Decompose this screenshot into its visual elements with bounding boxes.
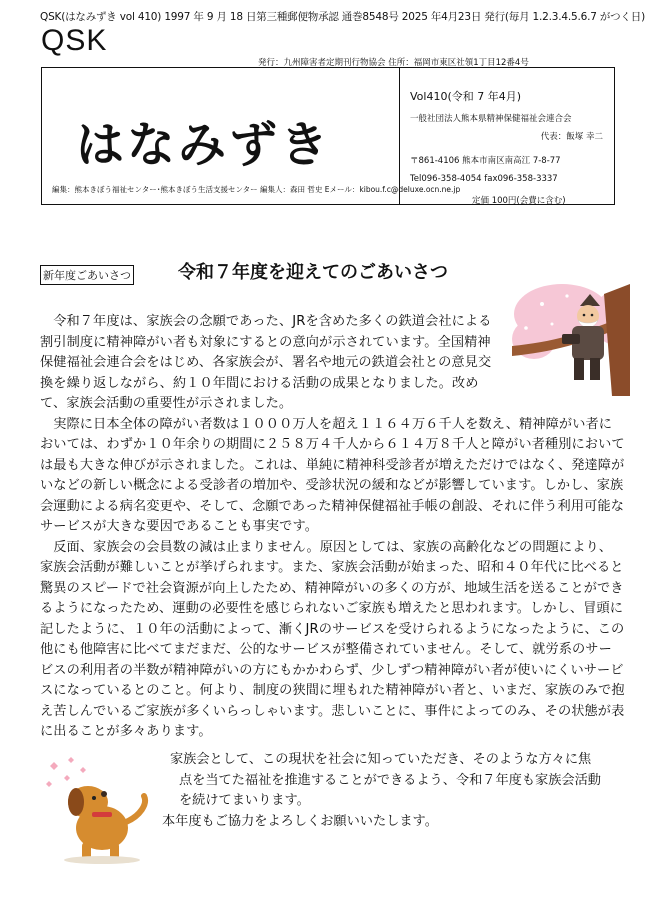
qsk-logo: QSK [41, 24, 108, 57]
closing-line-2: 点を当てた福祉を推進することができるよう、令和７年度も家族会活動 [179, 772, 601, 788]
price: 定価 100円(会費に含む) [472, 196, 566, 206]
closing-line-1: 家族会として、この現状を社会に知っていただき、そのような方々に焦 [170, 752, 592, 767]
editor-line: 編集：熊本きぼう福祉センター･熊本きぼう生活支援センター 編集人：森田 哲史 Eメール：kibou.f.c@deluxe.ocn.ne.jp [52, 185, 461, 194]
closing-line-3: を続けてまいります。 [179, 793, 310, 808]
phone-fax: Tel096-358-4054 fax096-358-3337 [410, 174, 558, 184]
address: 〒861-4106 熊本市南区南高江 7-8-77 [410, 156, 561, 166]
organization-name: 一般社団法人熊本県精神保健福祉会連合会 [410, 114, 572, 124]
volume-label: Vol410(令和 7 年4月) [410, 90, 522, 103]
closing-line-4: 本年度もご協力をよろしくお願いいたします。 [162, 813, 438, 829]
illustration-spacer [503, 312, 625, 392]
article-headline: 令和７年度を迎えてのごあいさつ [178, 262, 448, 283]
masthead [41, 67, 615, 205]
representative: 代表：飯塚 幸二 [540, 132, 603, 142]
issue-info-line: QSK(はなみずき vol 410) 1997 年 9 月 18 日第三種郵便物承認 通巻8548号 2025 年4月23日 発行(毎月 1.2.3.4.5.6.7 がつく日) [40, 11, 645, 23]
article-paragraph-3: 反面、家族会の会員数の減は止まりません。原因としては、家族の高齢化などの問題により、家族会活動が難しいことが挙げられます。また、家族会活動が始まった、昭和４０年代に比べると驚異のスピードで社会資源が向上したため、精神障がいの多くの方が、地域生活を送ることができるようになったため、運動の必要性を感じられないご家族も増えたと思われます。しかし、冒頭に記したように、１０年の活動によって、漸くJRのサービスを受けられるようになったように、この他にも他障害に比べてまだまだ、公的なサービスが整備されていません。そして、就労系のサービスの利用者の半数が精神障がいの方にもかかわらず、少しずつ精神障がい者が使いにくいサービスになっているとのこと。何より、制度の狭間に埋もれた精神障がい者と、いまだ、家族のみで抱え苦しんでいるご家族が多くいらっしゃいます。悲しいことに、事件によってのみ、その状態が表に出ることが多々あります。 [40, 539, 625, 739]
article-paragraph-2: 実際に日本全体の障がい者数は１０００万人を超え１１６４万６千人を数え、精神障がい者においては、わずか１０年余りの期間に２５８万４千人から６１４万８千人と障がい者種別においては最も大きな伸びが示されました。これは、単純に精神科受診者が増えただけではなく、発達障がいなどの新しい概念による受診者の増加や、受診状況の緩和などが影響しています。しかし、家族会運動による病名変更や、そして、念願であった精神保健福祉手帳の創設、それに伴う利用可能なサービスが大きな要因であることも事実です。 [40, 416, 625, 534]
section-tag: 新年度ごあいさつ [40, 265, 134, 285]
article-paragraph-1: 令和７年度は、家族会の念願であった、JRを含めた多くの鉄道会社による割引制度に精神障がい者も対象にするとの意向が示されています。全国精神保健福祉会連合会をはじめ、各家族会が、署名や地元の鉄道会社との意見交換を繰り返しながら、約１０年間における活動の成果となりました。改めて、家族会活動の重要性が示されました。 [40, 314, 492, 411]
publisher-line: 発行：九州障害者定期刊行物協会 住所：福岡市東区社領1丁目12番4号 [258, 58, 529, 68]
article-body [40, 312, 625, 743]
closing-block [162, 750, 630, 832]
dog-illustration [40, 756, 160, 866]
newsletter-title: はなみずき [76, 117, 332, 173]
